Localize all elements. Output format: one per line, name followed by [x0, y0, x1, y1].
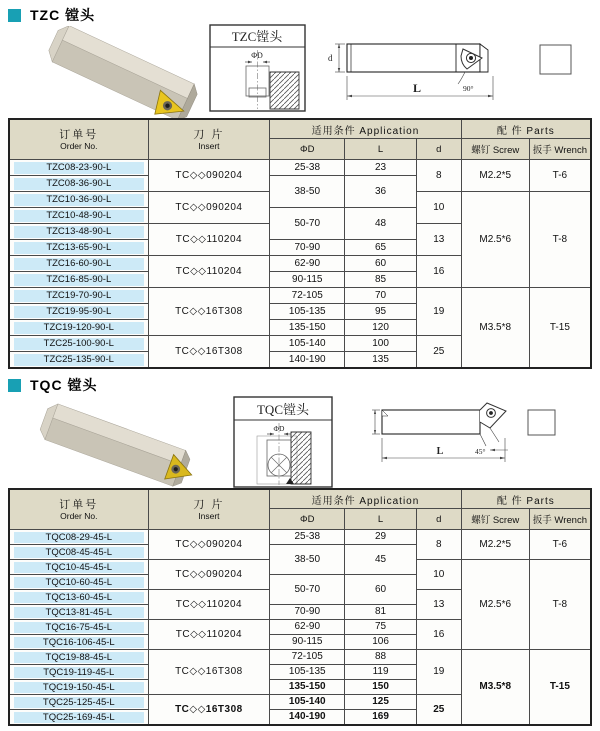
- value-cell: 60: [345, 256, 417, 272]
- value-cell: M2.5*6: [461, 192, 529, 288]
- hatched-workpiece: [291, 432, 311, 484]
- teal-bullet-icon: [8, 379, 21, 392]
- insert-cell: TC◇◇16T308: [148, 336, 270, 369]
- angle-label: 90°: [463, 84, 474, 93]
- order-no-text: TZC25-100-90-L: [14, 338, 144, 350]
- value-cell: 50-70: [270, 208, 345, 240]
- value-cell: 169: [345, 710, 417, 726]
- application-group-header: 适用条件 Application: [270, 119, 461, 139]
- l-dim-label: L: [412, 81, 422, 95]
- insert-cell: TC◇◇110204: [148, 256, 270, 288]
- value-cell: 16: [416, 620, 461, 650]
- value-cell: T-15: [529, 288, 591, 369]
- hatched-workpiece: [270, 72, 299, 109]
- order-no-cell: [9, 304, 148, 320]
- order-no-cell: [9, 352, 148, 369]
- order-no-cell: [9, 192, 148, 208]
- value-cell: 125: [345, 695, 417, 710]
- value-cell: 75: [345, 620, 417, 635]
- insert-cell: TC◇◇110204: [148, 620, 270, 650]
- value-cell: 150: [345, 680, 417, 695]
- order-no-cell: [9, 560, 148, 575]
- teal-bullet-icon: [8, 9, 21, 22]
- d-col-header: d: [416, 509, 461, 530]
- value-cell: 81: [345, 605, 417, 620]
- application-group-header: 适用条件 Application: [270, 489, 461, 509]
- value-cell: 105-140: [270, 336, 345, 352]
- value-cell: 38-50: [270, 176, 345, 208]
- end-view-square: [540, 45, 571, 74]
- order-no-cell: [9, 256, 148, 272]
- insert-cell: TC◇◇16T308: [148, 650, 270, 695]
- order-no-cell: [9, 650, 148, 665]
- screw-col-header: 螺钉 Screw: [461, 139, 529, 160]
- value-cell: 25: [416, 695, 461, 726]
- value-cell: M3.5*8: [461, 650, 529, 726]
- insert-cell: TC◇◇090204: [148, 160, 270, 192]
- value-cell: 23: [345, 160, 417, 176]
- phid-col-header: ΦD: [270, 509, 345, 530]
- value-cell: 140-190: [270, 352, 345, 369]
- tzc-side-view-drawing: [325, 36, 575, 114]
- value-cell: 10: [416, 192, 461, 224]
- order-no-cell: [9, 336, 148, 352]
- order-no-text: TQC13-60-45-L: [14, 592, 144, 603]
- value-cell: 140-190: [270, 710, 345, 726]
- value-cell: 85: [345, 272, 417, 288]
- value-cell: 95: [345, 304, 417, 320]
- value-cell: 25: [416, 336, 461, 369]
- value-cell: 135-150: [270, 680, 345, 695]
- order-no-text: TZC10-36-90-L: [14, 194, 144, 206]
- order-no-text: TZC08-23-90-L: [14, 162, 144, 174]
- value-cell: 19: [416, 288, 461, 336]
- value-cell: 8: [416, 530, 461, 560]
- order-col-header: 订单号 Order No.: [9, 119, 148, 160]
- order-no-cell: [9, 320, 148, 336]
- order-no-text: TQC08-45-45-L: [14, 547, 144, 558]
- order-no-cell: [9, 530, 148, 545]
- table-row: [9, 160, 591, 176]
- value-cell: 90-115: [270, 635, 345, 650]
- value-cell: T-8: [529, 560, 591, 650]
- value-cell: 119: [345, 665, 417, 680]
- order-col-header: 订单号 Order No.: [9, 489, 148, 530]
- value-cell: 10: [416, 560, 461, 590]
- order-no-text: TQC16-75-45-L: [14, 622, 144, 633]
- diagram-title: TZC镗头: [231, 29, 283, 44]
- section-title-text: TZC 镗头: [30, 7, 96, 23]
- value-cell: T-15: [529, 650, 591, 726]
- value-cell: 88: [345, 650, 417, 665]
- value-cell: 8: [416, 160, 461, 192]
- insert-cell: TC◇◇16T308: [148, 695, 270, 726]
- order-no-text: TQC10-45-45-L: [14, 562, 144, 573]
- d-col-header: d: [416, 139, 461, 160]
- insert-cell: TC◇◇090204: [148, 560, 270, 590]
- order-no-cell: [9, 605, 148, 620]
- order-no-cell: [9, 590, 148, 605]
- order-no-cell: [9, 680, 148, 695]
- value-cell: 72-105: [270, 650, 345, 665]
- order-no-cell: [9, 224, 148, 240]
- value-cell: 62-90: [270, 256, 345, 272]
- value-cell: 50-70: [270, 575, 345, 605]
- value-cell: T-6: [529, 530, 591, 560]
- order-no-cell: [9, 620, 148, 635]
- order-no-text: TZC13-48-90-L: [14, 226, 144, 238]
- value-cell: M3.5*8: [461, 288, 529, 369]
- value-cell: 120: [345, 320, 417, 336]
- value-cell: 106: [345, 635, 417, 650]
- tqc-dimension-diagram: [233, 396, 333, 488]
- phid-col-header: ΦD: [270, 139, 345, 160]
- value-cell: 48: [345, 208, 417, 240]
- tzc-tool-photo: [36, 26, 206, 121]
- order-no-cell: [9, 665, 148, 680]
- value-cell: 70-90: [270, 240, 345, 256]
- order-no-cell: [9, 272, 148, 288]
- order-no-cell: [9, 635, 148, 650]
- value-cell: M2.2*5: [461, 530, 529, 560]
- order-no-text: TQC13-81-45-L: [14, 607, 144, 618]
- order-no-text: TZC16-85-90-L: [14, 274, 144, 286]
- insert-cell: TC◇◇090204: [148, 530, 270, 560]
- section-tqc-title: [8, 375, 97, 395]
- diagram-title: TQC镗头: [256, 402, 310, 417]
- order-no-cell: [9, 240, 148, 256]
- order-no-text: TQC08-29-45-L: [14, 532, 144, 543]
- value-cell: 25-38: [270, 160, 345, 176]
- value-cell: 16: [416, 256, 461, 288]
- tzc-dimension-diagram: [209, 24, 306, 112]
- insert-cell: TC◇◇090204: [148, 192, 270, 224]
- tzc-spec-table: [8, 118, 592, 369]
- order-no-text: TZC19-95-90-L: [14, 306, 144, 318]
- phi-d-label: ΦD: [251, 51, 263, 60]
- value-cell: M2.2*5: [461, 160, 529, 192]
- value-cell: 70-90: [270, 605, 345, 620]
- l-dim-label: L: [436, 446, 444, 457]
- value-cell: 25-38: [270, 530, 345, 545]
- parts-group-header: 配 件 Parts: [461, 119, 591, 139]
- value-cell: T-8: [529, 192, 591, 288]
- order-no-text: TZC16-60-90-L: [14, 258, 144, 270]
- value-cell: 19: [416, 650, 461, 695]
- insert-col-header: 刀 片 Insert: [148, 489, 270, 530]
- order-no-text: TQC25-125-45-L: [14, 697, 144, 708]
- insert-cell: TC◇◇110204: [148, 224, 270, 256]
- value-cell: M2.5*6: [461, 560, 529, 650]
- value-cell: 100: [345, 336, 417, 352]
- value-cell: 135-150: [270, 320, 345, 336]
- insert-col-header: 刀 片 Insert: [148, 119, 270, 160]
- tqc-side-view-drawing: [368, 398, 563, 476]
- value-cell: 36: [345, 176, 417, 208]
- order-no-text: TZC19-70-90-L: [14, 290, 144, 302]
- l-col-header: L: [345, 139, 417, 160]
- value-cell: 90-115: [270, 272, 345, 288]
- value-cell: 105-135: [270, 665, 345, 680]
- value-cell: 38-50: [270, 545, 345, 575]
- wrench-col-header: 扳手 Wrench: [529, 139, 591, 160]
- insert-cell: TC◇◇16T308: [148, 288, 270, 336]
- phi-d-label: ΦD: [273, 424, 285, 433]
- wrench-col-header: 扳手 Wrench: [529, 509, 591, 530]
- order-no-cell: [9, 288, 148, 304]
- tqc-spec-table: [8, 488, 592, 726]
- order-no-text: TQC10-60-45-L: [14, 577, 144, 588]
- parts-group-header: 配 件 Parts: [461, 489, 591, 509]
- order-no-cell: [9, 710, 148, 726]
- order-no-text: TQC19-119-45-L: [14, 667, 144, 678]
- l-col-header: L: [345, 509, 417, 530]
- table-row: [9, 530, 591, 545]
- value-cell: 45: [345, 545, 417, 575]
- order-no-cell: [9, 208, 148, 224]
- value-cell: 13: [416, 590, 461, 620]
- order-no-text: TQC25-169-45-L: [14, 712, 144, 723]
- order-no-text: TQC19-88-45-L: [14, 652, 144, 663]
- value-cell: 29: [345, 530, 417, 545]
- d-dim-label: d: [328, 53, 333, 63]
- order-no-cell: [9, 695, 148, 710]
- order-no-cell: [9, 160, 148, 176]
- section-tzc-title: [8, 5, 95, 25]
- value-cell: 105-135: [270, 304, 345, 320]
- angle-label: 45°: [475, 447, 486, 456]
- value-cell: 70: [345, 288, 417, 304]
- order-no-text: TZC13-65-90-L: [14, 242, 144, 254]
- table-row: [9, 288, 591, 304]
- value-cell: 62-90: [270, 620, 345, 635]
- order-no-text: TZC08-36-90-L: [14, 178, 144, 190]
- order-no-text: TQC19-150-45-L: [14, 682, 144, 693]
- order-no-text: TZC10-48-90-L: [14, 210, 144, 222]
- table-row: [9, 650, 591, 665]
- order-no-cell: [9, 545, 148, 560]
- value-cell: 13: [416, 224, 461, 256]
- value-cell: 135: [345, 352, 417, 369]
- value-cell: 105-140: [270, 695, 345, 710]
- order-no-cell: [9, 575, 148, 590]
- insert-cell: TC◇◇110204: [148, 590, 270, 620]
- value-cell: 60: [345, 575, 417, 605]
- screw-col-header: 螺钉 Screw: [461, 509, 529, 530]
- order-no-text: TZC19-120-90-L: [14, 322, 144, 334]
- value-cell: T-6: [529, 160, 591, 192]
- value-cell: 72-105: [270, 288, 345, 304]
- order-no-text: TQC16-106-45-L: [14, 637, 144, 648]
- section-title-text: TQC 镗头: [30, 377, 98, 393]
- tqc-tool-photo: [25, 396, 205, 496]
- order-no-cell: [9, 176, 148, 192]
- value-cell: 65: [345, 240, 417, 256]
- order-no-text: TZC25-135-90-L: [14, 354, 144, 366]
- end-view-square: [528, 410, 555, 435]
